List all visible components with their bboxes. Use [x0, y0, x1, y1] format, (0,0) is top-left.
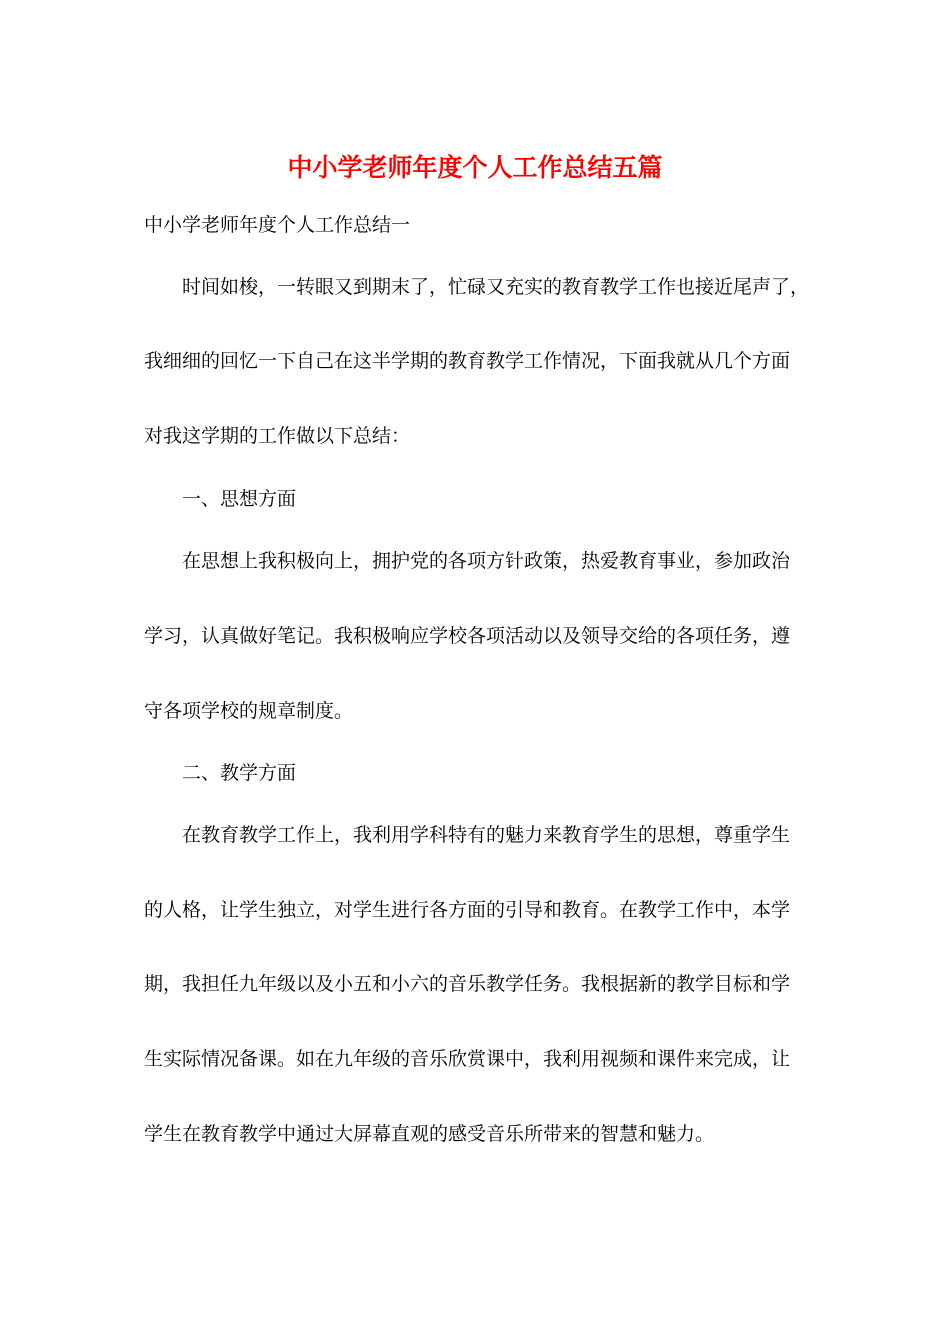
paragraph-line: 在思想上我积极向上，拥护党的各项方针政策，热爱教育事业，参加政治: [182, 550, 791, 572]
paragraph-line: 我细细的回忆一下自己在这半学期的教育教学工作情况，下面我就从几个方面: [144, 350, 791, 372]
section-subtitle: 中小学老师年度个人工作总结一: [144, 214, 411, 236]
paragraph-line: 期，我担任九年级以及小五和小六的音乐教学任务。我根据新的教学目标和学: [144, 973, 791, 995]
paragraph-line: 学生在教育教学中通过大屏幕直观的感受音乐所带来的智慧和魅力。: [144, 1123, 715, 1145]
paragraph-line: 对我这学期的工作做以下总结：: [144, 425, 411, 447]
section-heading: 一、思想方面: [182, 488, 297, 510]
paragraph-line: 守各项学校的规章制度。: [144, 700, 354, 722]
document-title: 中小学老师年度个人工作总结五篇: [287, 153, 663, 182]
paragraph-line: 学习，认真做好笔记。我积极响应学校各项活动以及领导交给的各项任务，遵: [144, 625, 791, 647]
paragraph-line: 生实际情况备课。如在九年级的音乐欣赏课中，我利用视频和课件来完成，让: [144, 1048, 791, 1070]
section-heading: 二、教学方面: [182, 762, 297, 784]
paragraph-line: 在教育教学工作上，我利用学科特有的魅力来教育学生的思想，尊重学生: [182, 824, 791, 846]
paragraph-line: 时间如梭，一转眼又到期末了，忙碌又充实的教育教学工作也接近尾声了，: [182, 276, 810, 298]
paragraph-line: 的人格，让学生独立，对学生进行各方面的引导和教育。在教学工作中，本学: [144, 899, 791, 921]
